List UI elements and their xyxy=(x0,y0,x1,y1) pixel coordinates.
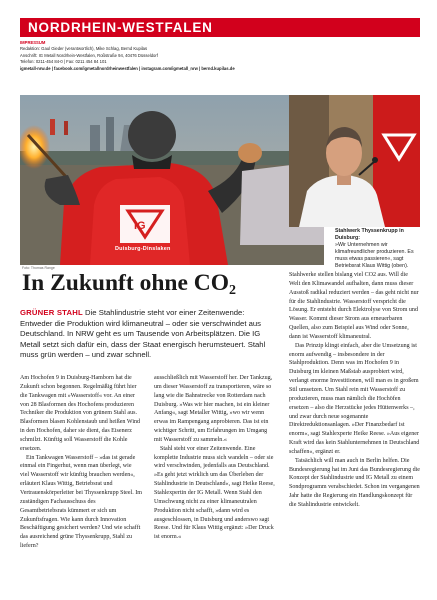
section-header xyxy=(20,18,420,37)
paragraph: Am Hochofen 9 in Duisburg-Hamborn hat die Zukunft schon begonnen. Regelmäßig führt hier die Tankwagen mit »Wasserstoff« vor. An einer von 28 Blasformen des Hochofens produzieren Techniker die Produktion von grünem Stahl aus. Blasformen blasen Kohlenstaub und heißen Wind in den Hochofen, daher sie dient, das Eisenerz schmilzt. Künftig soll Wasserstoff die Kohle ersetzen. xyxy=(20,375,141,452)
caption-body: »Wir Unternehmen wir klimafreundlicher produzieren. Es muss etwas passieren«, sagt Betriebsrat Klaus Wittig (oben). xyxy=(335,242,414,269)
paragraph: Stahl steht vor einer Zeitenwende. Eine komplette Industrie muss sich wandeln – oder sie wird verschwinden, jedenfalls aus Deutschland. »Es geht jetzt wirklich um das Überleben der Stahlindustrie in Deutschland«, sagt Heike Reese, Stahlexpertin der IG Metall. Wenn Stahl den Umschwung nicht zu einer klimaneutralen Produktion nicht schafft, »dann wird es ausgeschlossen, in Duisburg und anderswo sagt Reese. Und für Klaus Wittig ergänzt: »Der Druck ist enorm.« xyxy=(154,445,275,541)
paragraph: Ein Tankwagen Wasserstoff – »das ist gerade einmal ein Fingerhut, wenn man überlegt, wie viel Wasserstoff wir künftig brauchen werden«, erläutert Klaus Wittig, Betriebsrat und Vertrauenskörperleiter bei Thyssenkrupp Steel. Im zuständigen Fachausschuss des Gesamtbetriebsrats kümmert er sich um Zukunftsfragen. Wie kann durch Innovation Beschäftigung gesichert werden? Und wie schafft das ausreichend grüne Thyssenkrupp, Stahl zu liefern? xyxy=(20,454,142,550)
imprint-line: Anschrift: IG Metall Nordrhein-Westfalen, Roßstraße 94, 40476 Düsseldorf xyxy=(20,52,158,58)
article-column-2 xyxy=(154,374,276,542)
headline xyxy=(22,270,236,299)
article-column-3 xyxy=(289,271,420,510)
imprint-line: igmetall-nrw.de | facebook.com/igmetallnordrheinwestfalen | instagram.com/igmetall_nrw | bernd.kupilas.de xyxy=(20,65,235,71)
inset-caption xyxy=(335,228,420,270)
imprint-line: Telefon: 0211-454 84-0 | Fax: 0211 454 84 101 xyxy=(20,59,107,65)
article-column-1 xyxy=(20,374,142,551)
imprint-label: IMPRESSUM xyxy=(20,40,46,45)
headline-text: In Zukunft ohne CO xyxy=(22,270,230,296)
imprint xyxy=(20,40,420,72)
lead-paragraph xyxy=(20,308,276,361)
section-title: NORDRHEIN-WESTFALEN xyxy=(28,20,213,35)
imprint-line: Redaktion: Gaul Gieder (verantwortlich), Mike Schlag, Bernd Kupilas xyxy=(20,46,148,52)
headline-subscript: 2 xyxy=(229,283,237,298)
caption-title: Stahlwerk Thyssenkrupp in Duisburg: xyxy=(335,228,404,241)
vest-text: Duisburg-Dinslaken xyxy=(115,246,171,252)
photo-credit: Foto: Thomas Range xyxy=(22,266,55,270)
paragraph: Das Prinzip klingt einfach, aber die Umsetzung ist enorm aufwendig – insbesondere in der Stahlproduktion. Denn was im Hochofen 9 in Duisburg im kleinen Maßstab ausprobiert wird, verlangt enorme Investitionen, will man es in großem Stil umsetzen. Um Stahl rein mit Wasserstoff zu produzieren, muss man nämlich die Hochöfen ersetzen – also die Herzstücke jedes Hüttenwerks –, und zwar durch neue sogenannte Direktreduktionsanlagen. »Der Finanzbedarf ist enorm«, sagt Stahlexperte Heike Reese. »Aus eigener Kraft wird das kein Stahlunternehmen in Deutschland schaffen«, ergänzt er. xyxy=(289,342,420,455)
main-photo xyxy=(20,95,324,265)
inset-photo xyxy=(289,95,420,227)
paragraph: Stahlwerke stellen bislang viel CO2 aus. Will die Welt den Klimawandel aufhalten, dann muss dieser Ausstoß radikal reduziert werden – das geht nicht nur für die Stahlindustrie. Wasserstoff verspricht die Lösung. Er entsteht durch Elektrolyse von Strom und Wasser. Kommt dieser Strom aus erneuerbaren Quellen, also zum Beispiel aus Wind oder Sonne, dann ist Wasserstoff klimaneutral. xyxy=(289,272,419,340)
paragraph: Tatsächlich will man auch in Berlin helfen. Die Bundesregierung hat im Juni das Bundesregierung die Konzept der Stahlindustrie und IG Metall zu einem Sondprogramm verabschiedet. Schon im vergangenen Jahr hatte die Regierung ein Handlungskonzept für die Stahlindustrie entwickelt. xyxy=(289,457,420,508)
paragraph: ausschließlich mit Wasserstoff her. Der Tankzug, um dieser Wasserstoff zu transportieren, wäre so lang wie die Bahnstrecke von Rotterdam nach Duisburg. »Was wir hier machen, ist ein kleiner Anfang«, sagt Metaller Wittig, »wo wir wenn erwas im Rampengang anprobieren. Das ist ein wichtiger Schritt, um Erfahrungen im Umgang mit Wasserstoff zu sammeln.« xyxy=(154,375,273,443)
lead-text: Die Stahlindustrie steht vor einer Zeitenwende: Entweder die Produktion wird klimaneutral – oder sie verschwindet aus Deutschland. In NRW geht es um Tausende von Arbeitsplätzen. Die IG Metall setzt sich dafür ein, dass der Staat energisch herumsteuert. Stahl muss grün werden – und zwar schnell. xyxy=(20,308,266,360)
lead-kicker: GRÜNER STAHL xyxy=(20,308,83,317)
svg-text:IG: IG xyxy=(134,220,146,232)
